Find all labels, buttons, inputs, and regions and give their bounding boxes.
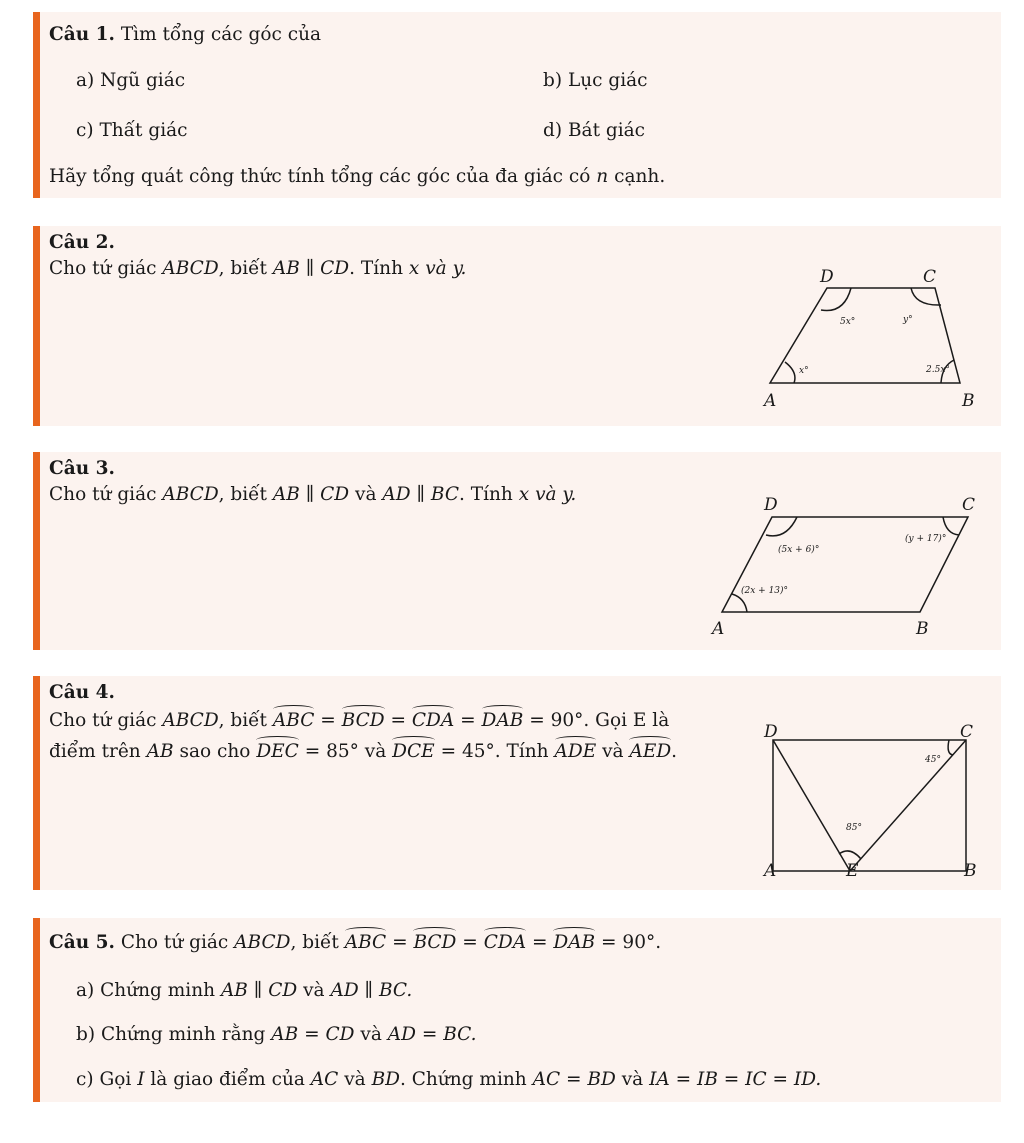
question-1-label: Câu 1. xyxy=(49,24,115,45)
q4-arc-c xyxy=(948,740,953,755)
question-4-line-1 xyxy=(49,710,669,732)
q4-segment-de xyxy=(773,740,850,871)
q4-eq-3: = xyxy=(460,710,476,731)
q3-quad: ABCD xyxy=(162,484,219,505)
q2-angle-d: 5x° xyxy=(840,317,856,327)
q5-item-c xyxy=(76,1069,821,1091)
question-4-line-2 xyxy=(49,741,677,763)
q5-c-and: và xyxy=(344,1069,366,1090)
q5-angle-bcd: BCD xyxy=(413,932,457,953)
q4-angle-ade: ADE xyxy=(554,741,597,762)
q4-point-b: B xyxy=(964,861,977,881)
q3-text-post: . Tính xyxy=(459,484,513,505)
q5-c-and-2: và xyxy=(621,1069,644,1090)
q4-value-90: = 90° xyxy=(529,710,584,731)
q4-line1-mid: , biết xyxy=(218,710,267,731)
q4-quad: ABCD xyxy=(162,710,219,731)
q5-a-label: a) Chứng minh xyxy=(76,980,216,1001)
q3-arc-c xyxy=(943,517,959,535)
q4-point-d: D xyxy=(764,722,778,742)
q5-intro-mid: , biết xyxy=(290,932,339,953)
q4-angle-dab: DAB xyxy=(481,710,524,731)
q3-text-mid: , biết xyxy=(218,484,267,505)
q5-c-math-2: IA = IB = IC = ID. xyxy=(649,1069,822,1090)
q1-generalize-pre: Hãy tổng quát công thức tính tổng các góc của đa giác có xyxy=(49,166,591,187)
q4-eq-1: = xyxy=(320,710,336,731)
q5-angle-abc: ABC xyxy=(344,932,387,953)
q1-generalize-post: cạnh. xyxy=(614,166,666,187)
q4-angle-cda: CDA xyxy=(411,710,455,731)
q4-eq-2: = xyxy=(390,710,406,731)
question-3-label: Câu 3. xyxy=(49,458,115,479)
q4-point-e: E xyxy=(846,861,859,881)
q5-c-label: c) Gọi xyxy=(76,1069,132,1090)
q2-point-c: C xyxy=(923,267,937,287)
q4-line2-ask: . Tính xyxy=(494,741,549,762)
question-1-prompt: Tìm tổng các góc của xyxy=(120,24,322,45)
q1-item-a: a) Ngũ giác xyxy=(76,70,186,91)
q4-and: và xyxy=(364,741,387,762)
q3-point-d: D xyxy=(764,495,778,515)
q2-angle-a: x° xyxy=(799,366,809,376)
q1-item-b: b) Lục giác xyxy=(543,70,648,91)
q4-segment-ce xyxy=(850,740,966,871)
question-4-label: Câu 4. xyxy=(49,682,115,703)
q4-angle-bcd: BCD xyxy=(341,710,385,731)
q3-point-c: C xyxy=(962,495,976,515)
q1-item-c: c) Thất giác xyxy=(76,120,188,141)
q4-segment-ab: AB xyxy=(146,741,174,762)
q3-vars: x và y. xyxy=(518,484,577,505)
q5-angle-dab: DAB xyxy=(553,932,596,953)
q4-line1-pre: Cho tứ giác xyxy=(49,710,157,731)
q5-item-a xyxy=(76,980,412,1002)
q2-point-a: A xyxy=(764,391,777,411)
q3-point-b: B xyxy=(916,619,929,639)
q2-vars: x và y. xyxy=(408,258,467,279)
q3-angle-c: (y + 17)° xyxy=(905,534,947,544)
question-2-text xyxy=(49,258,466,280)
q5-item-b xyxy=(76,1024,477,1046)
q2-trapezoid-figure xyxy=(760,262,990,412)
q4-angle-dec: DEC xyxy=(256,741,299,762)
q5-eq-2: = xyxy=(462,932,478,953)
q3-parallelogram xyxy=(722,517,968,612)
q5-intro-pre: Cho tứ giác xyxy=(120,932,229,953)
q2-angle-b: 2.5x° xyxy=(926,365,950,375)
q3-parallelogram-figure xyxy=(700,490,990,640)
q3-arc-a xyxy=(732,594,747,612)
q4-value-45: = 45° xyxy=(440,741,495,762)
q5-value-90: = 90°. xyxy=(601,932,662,953)
q4-line2-mid: sao cho xyxy=(179,741,251,762)
q5-b-math-1: AB = CD xyxy=(271,1024,355,1045)
question-5-intro xyxy=(49,932,661,954)
q5-b-math-2: AD = BC. xyxy=(387,1024,477,1045)
q4-value-85: = 85° xyxy=(304,741,359,762)
q3-condition-1: AB ∥ CD xyxy=(272,484,350,505)
q2-quad: ABCD xyxy=(162,258,219,279)
q3-point-a: A xyxy=(712,619,725,639)
q5-c-mid: là giao điểm của xyxy=(150,1069,305,1090)
q4-angle-aed: AED xyxy=(629,741,672,762)
q2-text-mid: , biết xyxy=(218,258,267,279)
question-2-label: Câu 2. xyxy=(49,232,115,253)
q5-c-ac: AC xyxy=(310,1069,339,1090)
q3-angle-d: (5x + 6)° xyxy=(778,545,820,555)
q5-b-label: b) Chứng minh rằng xyxy=(76,1024,266,1045)
q5-eq-1: = xyxy=(392,932,408,953)
q4-rectangle-figure xyxy=(760,716,990,886)
q2-point-d: D xyxy=(820,267,834,287)
q1-var-n: n xyxy=(596,166,609,187)
q5-c-point-i: I xyxy=(137,1069,145,1090)
q4-angle-e-label: 85° xyxy=(846,823,862,833)
q3-and: và xyxy=(355,484,377,505)
q5-a-and: và xyxy=(303,980,325,1001)
q4-line2-pre: điểm trên xyxy=(49,741,141,762)
q2-angle-c: y° xyxy=(903,315,913,325)
q5-a-math-1: AB ∥ CD xyxy=(220,980,298,1001)
q3-condition-2: AD ∥ BC xyxy=(382,484,459,505)
question-1-header xyxy=(49,24,321,46)
q5-quad: ABCD xyxy=(234,932,291,953)
q5-angle-cda: CDA xyxy=(483,932,527,953)
q2-condition: AB ∥ CD xyxy=(272,258,350,279)
q4-angle-c-label: 45° xyxy=(925,755,941,765)
q1-generalize xyxy=(49,166,665,188)
q4-point-c: C xyxy=(960,722,974,742)
q5-c-bd: BD xyxy=(371,1069,401,1090)
q2-point-b: B xyxy=(962,391,975,411)
q1-item-d: d) Bát giác xyxy=(543,120,646,141)
q2-text-pre: Cho tứ giác xyxy=(49,258,157,279)
q4-point-a: A xyxy=(764,861,777,881)
question-5-label: Câu 5. xyxy=(49,932,115,953)
question-3-text xyxy=(49,484,576,506)
q4-line1-post: . Gọi E là xyxy=(583,710,670,731)
q4-dot: . xyxy=(671,741,678,762)
q4-angle-dce: DCE xyxy=(392,741,435,762)
q2-arc-a xyxy=(785,362,795,383)
q4-and-2: và xyxy=(602,741,624,762)
q5-eq-3: = xyxy=(531,932,548,953)
q4-angle-abc: ABC xyxy=(272,710,315,731)
q3-angle-a: (2x + 13)° xyxy=(741,586,789,596)
q3-text-pre: Cho tứ giác xyxy=(49,484,157,505)
q5-c-math-1: AC = BD xyxy=(532,1069,616,1090)
q5-b-and: và xyxy=(360,1024,382,1045)
q5-c-prove: . Chứng minh xyxy=(400,1069,527,1090)
q5-a-math-2: AD ∥ BC. xyxy=(330,980,413,1001)
q2-text-post: . Tính xyxy=(349,258,403,279)
